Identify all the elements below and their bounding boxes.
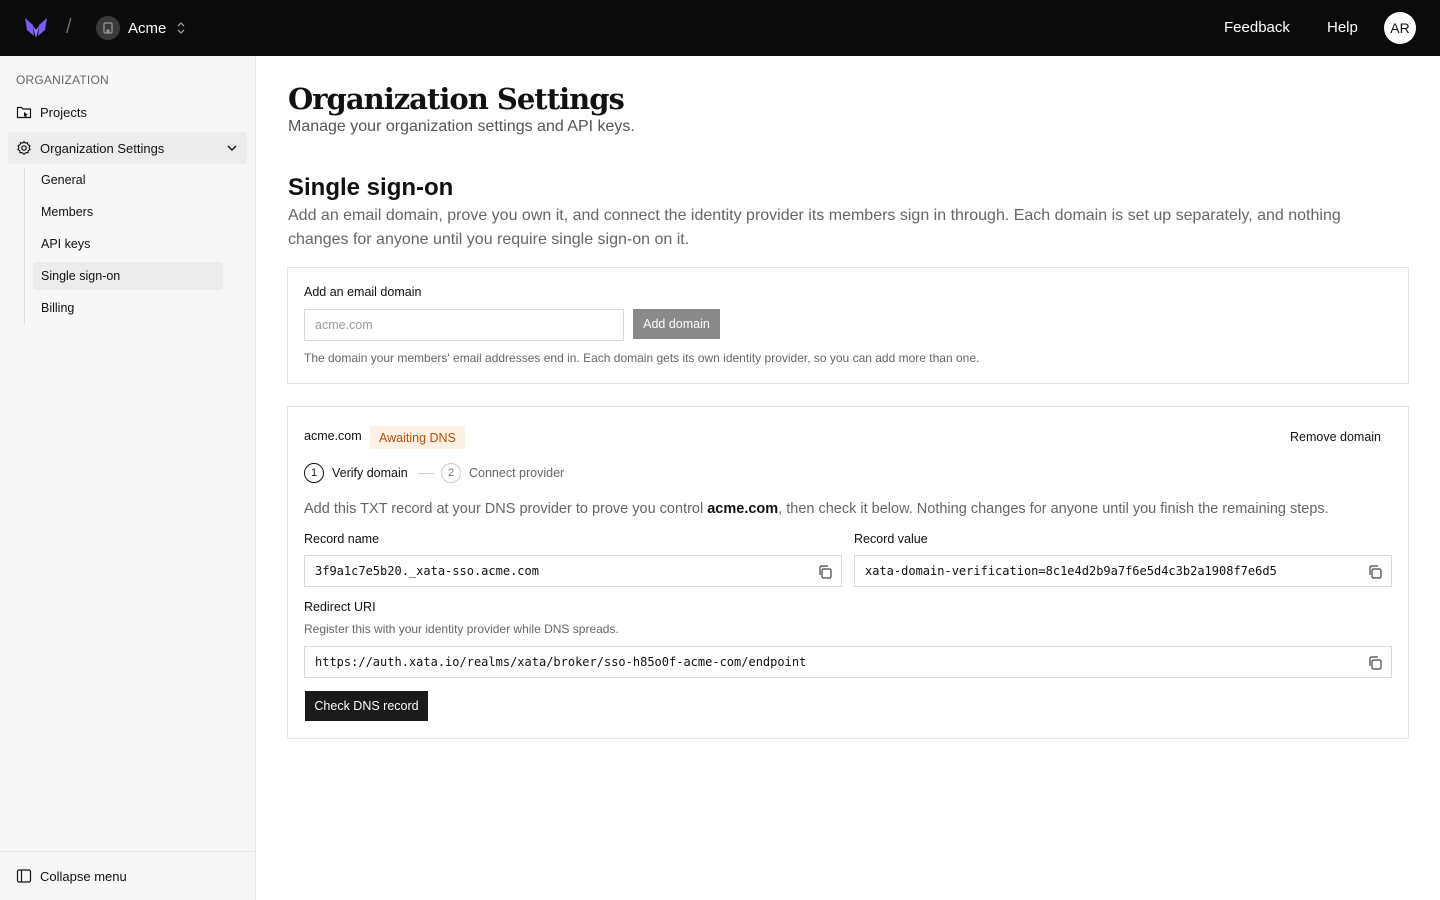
redirect-uri-field[interactable] xyxy=(304,646,1392,678)
sidebar-item-members[interactable]: Members xyxy=(41,205,94,219)
redirect-uri-value: https://auth.xata.io/realms/xata/broker/sso-h85o0f-acme-com/endpoint xyxy=(315,655,807,669)
sidebar-item-label: Organization Settings xyxy=(40,140,165,156)
sidebar-item-general[interactable]: General xyxy=(41,173,86,187)
domain-name: acme.com xyxy=(304,429,362,443)
domain-card xyxy=(287,406,1409,739)
sidebar-item-organization-settings[interactable] xyxy=(8,132,247,164)
record-name-value: 3f9a1c7e5b20._xata-sso.acme.com xyxy=(315,564,539,578)
copy-icon[interactable] xyxy=(1367,564,1383,580)
collapse-menu-label: Collapse menu xyxy=(40,868,127,884)
feedback-link[interactable]: Feedback xyxy=(1224,19,1290,36)
help-link[interactable]: Help xyxy=(1327,19,1358,36)
dns-instruction: Add this TXT record at your DNS provider to prove you control acme.com, then check it below. Nothing changes for anyone until you finish the remaining steps. xyxy=(304,501,1329,517)
add-domain-card xyxy=(287,267,1409,384)
instruction-domain: acme.com xyxy=(707,501,779,517)
record-name-field[interactable] xyxy=(304,555,842,587)
copy-icon[interactable] xyxy=(1367,655,1383,671)
gear-icon xyxy=(16,140,32,156)
sidebar-item-projects[interactable] xyxy=(16,103,87,121)
top-bar xyxy=(0,0,1440,56)
sidebar-item-api-keys[interactable]: API keys xyxy=(41,237,91,251)
chevron-down-icon xyxy=(225,141,239,155)
org-name: Acme xyxy=(128,19,167,37)
folder-icon xyxy=(16,104,32,120)
sidebar-section-label: ORGANIZATION xyxy=(16,73,109,87)
step-separator xyxy=(418,473,434,474)
add-domain-button[interactable]: Add domain xyxy=(633,309,720,339)
record-value-value: xata-domain-verification=8c1e4d2b9a7f6e5d4c3b2a1908f7e6d5 xyxy=(865,564,1277,578)
sidebar-panel-icon xyxy=(16,868,32,884)
section-title: Single sign-on xyxy=(288,174,454,201)
sidebar-item-single-sign-on[interactable]: Single sign-on xyxy=(33,262,223,290)
breadcrumb-separator: / xyxy=(66,16,72,38)
redirect-uri-help: Register this with your identity provider while DNS spreads. xyxy=(304,622,619,636)
copy-icon[interactable] xyxy=(817,564,833,580)
collapse-menu-button[interactable] xyxy=(16,868,127,884)
step-label: Connect provider xyxy=(469,466,565,480)
sidebar xyxy=(0,56,256,900)
remove-domain-button[interactable]: Remove domain xyxy=(1289,430,1381,444)
sidebar-item-label: Projects xyxy=(40,104,87,120)
step-number: 1 xyxy=(304,463,324,483)
step-number: 2 xyxy=(441,463,461,483)
sidebar-footer xyxy=(0,851,255,900)
page-subtitle: Manage your organization settings and API keys. xyxy=(288,118,635,135)
check-dns-button[interactable]: Check DNS record xyxy=(305,691,428,721)
building-icon xyxy=(96,16,120,40)
domain-input[interactable]: acme.com xyxy=(304,309,624,341)
add-domain-label: Add an email domain xyxy=(304,285,422,299)
record-value-label: Record value xyxy=(854,532,928,546)
add-domain-help: The domain your members' email addresses end in. Each domain gets its own identity provider, so you can add more than one. xyxy=(304,351,980,365)
record-name-label: Record name xyxy=(304,532,380,546)
page-title: Organization Settings xyxy=(288,82,624,116)
step-verify-domain xyxy=(304,463,408,483)
section-description: Add an email domain, prove you own it, and connect the identity provider its members sign in through. Each domain is set up separately, and nothing changes for anyone until you require single sign-on on it. xyxy=(288,207,1341,248)
submenu-guide-line xyxy=(24,168,25,324)
record-value-field[interactable] xyxy=(854,555,1392,587)
status-badge: Awaiting DNS xyxy=(370,426,465,449)
step-label: Verify domain xyxy=(332,466,408,480)
chevron-up-down-icon xyxy=(176,21,186,35)
sidebar-item-billing[interactable]: Billing xyxy=(41,301,75,315)
redirect-uri-label: Redirect URI xyxy=(304,600,376,614)
org-switcher[interactable] xyxy=(96,16,186,40)
user-avatar[interactable]: AR xyxy=(1384,12,1416,44)
xata-logo-icon[interactable] xyxy=(22,16,50,40)
step-connect-provider xyxy=(441,463,564,483)
